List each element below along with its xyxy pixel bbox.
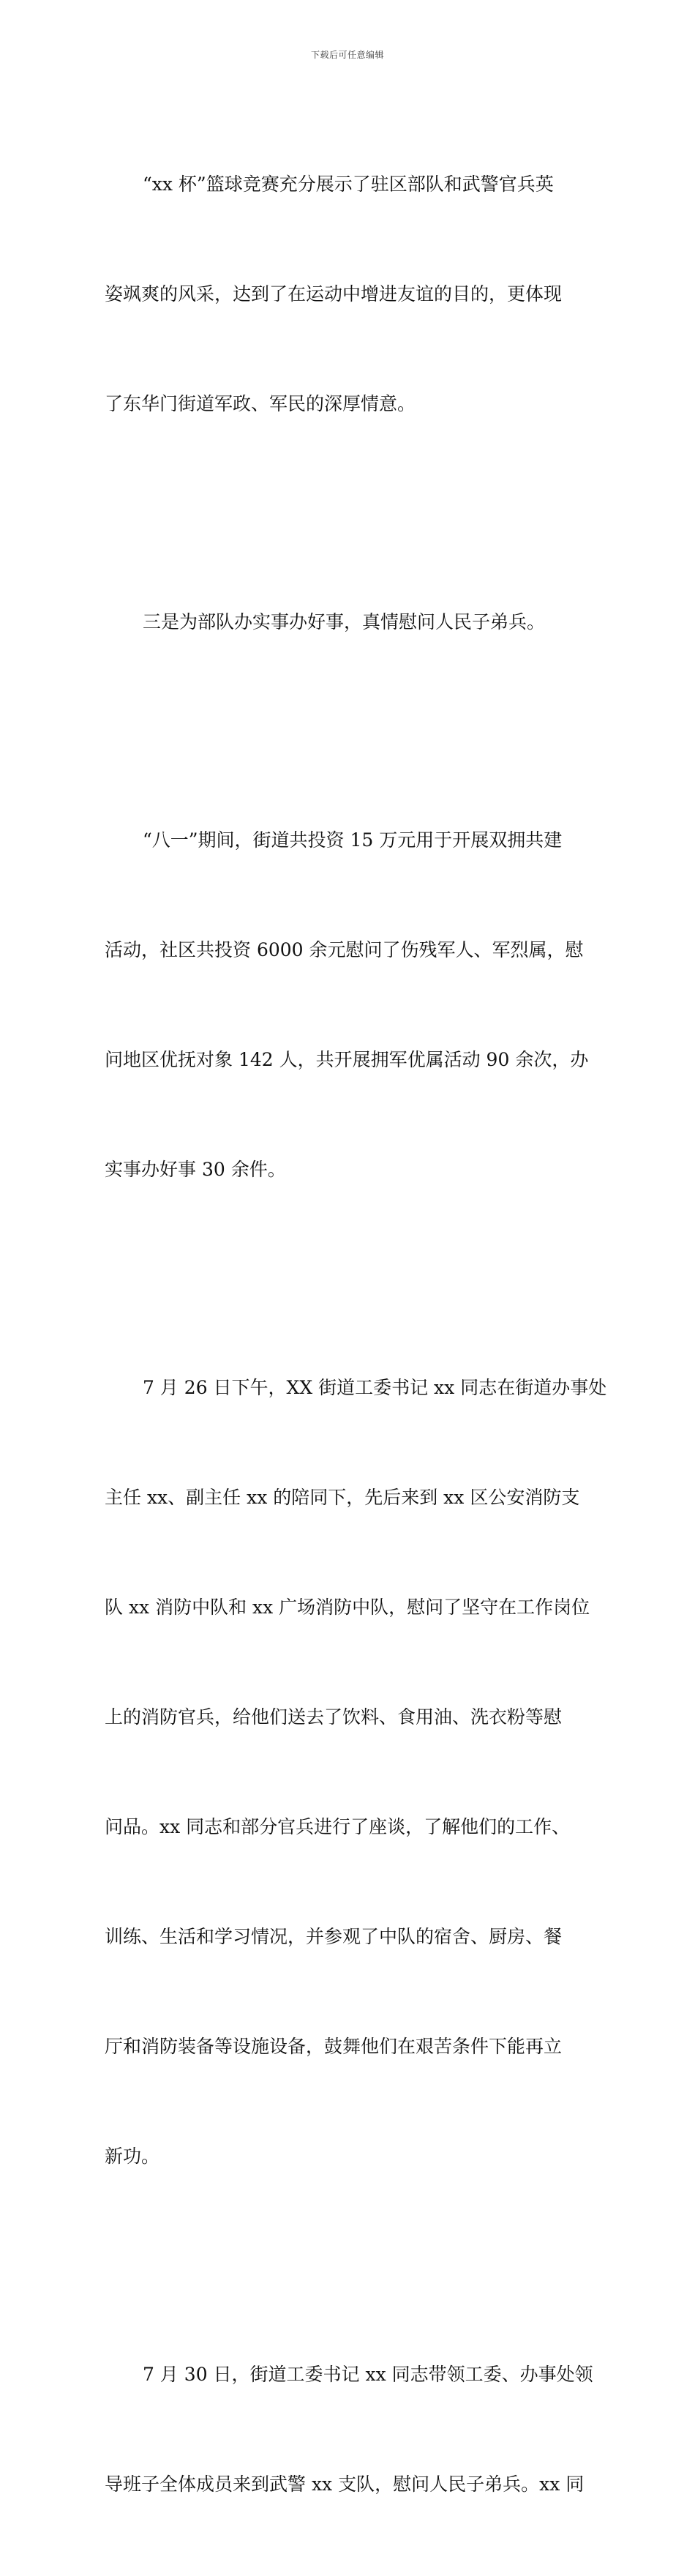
page-header: 下载后可任意编辑	[310, 50, 384, 60]
paragraph-line: 活动，社区共投资 6000 余元慰问了伤残军人、军烈属，慰	[105, 939, 584, 960]
paragraph-3	[105, 749, 590, 1261]
paragraph-line: 问品。xx 同志和部分官兵进行了座谈，了解他们的工作、	[105, 1816, 571, 1837]
paragraph-line: 了东华门街道军政、军民的深厚情意。	[105, 393, 416, 414]
paragraph-line: 上的消防官兵，给他们送去了饮料、食用油、洗衣粉等慰	[105, 1706, 563, 1728]
document-body	[105, 93, 607, 2576]
paragraph-line: 新功。	[105, 2146, 160, 2167]
paragraph-line: 厅和消防装备等设施设备，鼓舞他们在艰苦条件下能再立	[105, 2036, 563, 2057]
paragraph-1	[105, 93, 590, 496]
paragraph-line: 姿飒爽的风采，达到了在运动中增进友谊的目的，更体现	[105, 283, 563, 305]
paragraph-line: 主任 xx、副主任 xx 的陪同下，先后来到 xx 区公安消防支	[105, 1487, 580, 1508]
paragraph-line: 训练、生活和学习情况，并参观了中队的宿舍、厨房、餐	[105, 1926, 563, 1947]
paragraph-line: 导班子全体成员来到武警 xx 支队，慰问人民子弟兵。xx 同	[105, 2474, 585, 2495]
paragraph-2	[105, 531, 590, 714]
paragraph-4	[105, 1296, 607, 2248]
paragraph-line: 问地区优抚对象 142 人，共开展拥军优属活动 90 余次，办	[105, 1049, 589, 1070]
paragraph-line: 7 月 30 日，街道工委书记 xx 同志带领工委、办事处领	[143, 2364, 593, 2385]
paragraph-line: 三是为部队办实事办好事，真情慰问人民子弟兵。	[143, 611, 546, 632]
paragraph-line: 实事办好事 30 余件。	[105, 1159, 286, 1180]
paragraph-line: 7 月 26 日下午，XX 街道工委书记 xx 同志在街道办事处	[143, 1377, 607, 1398]
paragraph-line: “八一”期间，街道共投资 15 万元用于开展双拥共建	[143, 829, 563, 851]
paragraph-line: “xx 杯”篮球竞赛充分展示了驻区部队和武警官兵英	[143, 173, 554, 195]
paragraph-5	[105, 2283, 593, 2576]
paragraph-line: 队 xx 消防中队和 xx 广场消防中队，慰问了坚守在工作岗位	[105, 1597, 590, 1618]
